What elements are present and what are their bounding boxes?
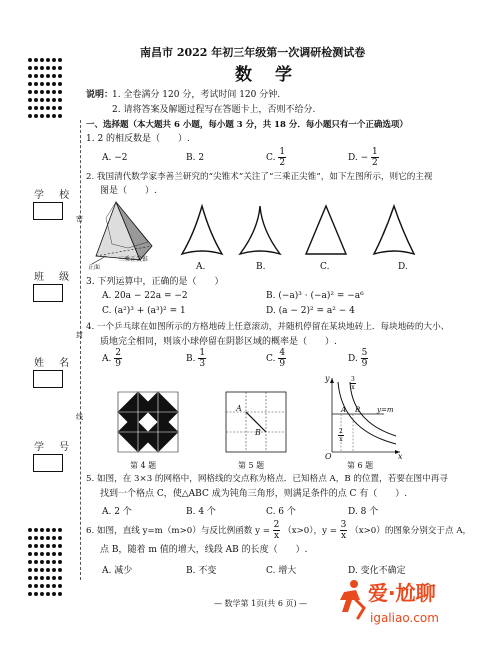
binding-dot [34,568,38,572]
binding-dot [34,544,38,548]
fig6-label-y: y [325,374,330,383]
binding-dot-row [28,66,64,70]
binding-dot [40,560,44,564]
fig6-label-ym: y=m [377,406,394,414]
binding-dot [40,528,44,532]
binding-dot [34,552,38,556]
binding-dot [28,536,32,540]
binding-dots-bottom [28,528,64,600]
binding-dot [52,536,56,540]
q3-stem: 3. 下列运算中，正确的是（ ） [86,277,224,287]
q4-c-den: 9 [279,359,286,369]
q6-option-d: D. 变化不确定 [348,566,406,576]
fig6-curve-3 [350,376,356,391]
q3-option-c: C. (a²)³ + (a³)² = 1 [102,306,186,316]
binding-dot [46,66,50,70]
q1-d-prefix: D. − [348,153,369,163]
q3-option-d: D. (a − 2)² = a² − 4 [266,306,355,316]
q4-c-fraction [278,348,286,369]
fig6-f2-den: x [339,436,343,443]
q2-option-d-figure [372,204,416,256]
binding-strip [0,0,100,647]
seal-char-1: 密 [76,215,83,223]
q5-option-d: D. 8 个 [348,507,379,517]
q4-option-d [348,348,368,369]
binding-dot [46,114,50,118]
q1-option-c [266,147,286,168]
page-footer: — 数学第 1页(共 6 页) — [214,599,308,608]
binding-dot [46,584,50,588]
binding-dot [28,560,32,564]
binding-dot [52,114,56,118]
note-2: 2. 请将答案及解题过程写在答题卡上，否则不给分. [112,105,316,115]
fig6-graph [322,374,402,458]
fig6-f1-den: x [351,384,355,391]
binding-dot [34,114,38,118]
binding-dot [58,98,62,102]
binding-dot [34,90,38,94]
q6-f1-num: 2 [273,520,280,530]
q5-option-a: A. 2 个 [102,507,132,517]
binding-dot [52,568,56,572]
section-1-heading: 一、选择题（本大题共 6 小题，每小题 3 分，共 18 分．每小题只有一个正确选项） [86,120,408,130]
class-label: 班 级 [34,272,76,283]
binding-dot-row [28,536,64,540]
q1-c-den: 2 [279,158,286,168]
binding-dot [46,98,50,102]
q4-c-prefix: C. [266,354,276,364]
binding-line [80,120,81,580]
q3-option-a: A. 20a − 22a = −2 [102,291,188,301]
q1-option-a: A. −2 [102,153,128,163]
binding-dot [40,592,44,596]
binding-dot [52,66,56,70]
q5-stem-1: 5. 如图，在 3×3 的网格中，网格线的交点称为格点．已知格点 A，B 的位置，若要在图中再寻 [86,474,448,484]
binding-dot [52,584,56,588]
q6-fraction-1 [273,520,281,541]
binding-dot [58,576,62,580]
binding-dot [40,552,44,556]
binding-dot [46,528,50,532]
binding-dot [28,58,32,62]
binding-dot [28,576,32,580]
binding-dot-row [28,592,64,596]
q4-d-num: 5 [361,348,368,358]
q6-f1-den: x [274,531,280,541]
q4-option-c [266,348,286,369]
watermark-runner-icon [336,578,366,620]
q6-option-a: A. 减少 [102,566,133,576]
q6-f2-den: x [341,531,347,541]
seal-char-2: 封 [76,331,83,339]
q1-d-den: 2 [372,158,378,168]
binding-dot [46,576,50,580]
binding-dot [46,90,50,94]
binding-dot [28,552,32,556]
fig6-label-x: x [398,452,403,461]
q4-d-prefix: D. [348,354,358,364]
binding-dot [52,82,56,86]
q2-option-c-figure [304,204,348,256]
binding-dot [40,58,44,62]
binding-dot [46,560,50,564]
binding-dot-row [28,58,64,62]
binding-dot [34,560,38,564]
binding-dot [28,568,32,572]
binding-dot-row [28,544,64,548]
q4-stem-1: 4. 一个乒乓球在如图所示的方格地砖上任意滚动，并随机停留在某块地砖上．每块地砖的大小、 [86,322,450,332]
q4-d-den: 9 [361,359,368,369]
binding-dot-row [28,560,64,564]
binding-dot [40,74,44,78]
fig4-caption: 第 4 题 [130,461,157,470]
binding-dot-row [28,584,64,588]
note-1: 1. 全卷满分 120 分，考试时间 120 分钟. [112,90,281,100]
q6-option-b: B. 不变 [186,566,217,576]
binding-dot [34,106,38,110]
q2-option-a-figure [180,204,224,256]
binding-dot-row [28,114,64,118]
binding-dot [52,560,56,564]
binding-dot [58,74,62,78]
binding-dot [52,74,56,78]
q2-option-b-figure [238,204,282,256]
q6-option-c: C. 增大 [266,566,297,576]
binding-dot-row [28,82,64,86]
q2-option-c: C. [320,262,330,272]
q1-c-num: 1 [279,147,286,157]
name-field[interactable] [33,370,63,388]
binding-dot [46,536,50,540]
q4-b-den: 3 [199,359,206,369]
binding-dot [28,114,32,118]
binding-dot [46,106,50,110]
binding-dot [40,544,44,548]
binding-dot [58,592,62,596]
fig5-label-a: A [236,404,242,413]
binding-dot [52,576,56,580]
binding-dot [58,106,62,110]
fig6-label-a: A [341,406,347,414]
fig5-caption: 第 5 题 [238,461,265,470]
binding-dot-row [28,90,64,94]
q1-stem: 1. 2 的相反数是（ ）. [86,134,190,144]
binding-dot-row [28,576,64,580]
binding-dot-row [28,568,64,572]
q6-f2-num: 3 [340,520,347,530]
binding-dot [28,90,32,94]
q4-b-num: 1 [199,348,206,358]
fig6-frac-2 [338,428,344,443]
q6-stem-1 [86,520,471,541]
note-label: 说明： [86,90,114,100]
q1-c-prefix: C. [266,153,276,163]
q1-option-b: B. 2 [186,153,205,163]
binding-dot [46,82,50,86]
binding-dot [58,584,62,588]
binding-dot [52,528,56,532]
binding-dot [46,544,50,548]
binding-dot [58,544,62,548]
fig6-caption: 第 6 题 [347,461,374,470]
binding-dot [34,98,38,102]
q2-stem-1: 2. 我国清代数学家李善兰研究的“尖锥术”关注了“三乘正尖锥”，如下左图所示，则它的主视 [86,172,433,182]
binding-dot [52,90,56,94]
binding-dot [34,66,38,70]
binding-dot-row [28,74,64,78]
binding-dot [40,106,44,110]
binding-dot [28,66,32,70]
q6-stem-1b: （x>0），y = [283,526,337,536]
binding-dot [58,82,62,86]
binding-dot [40,82,44,86]
binding-dot [46,592,50,596]
q4-stem-2: 质地完全相同，则该小球停留在阴影区域的概率是（ ）. [100,337,337,347]
q2-option-d: D. [398,262,408,272]
binding-dot [58,528,62,532]
binding-dot [40,114,44,118]
q4-option-b [186,348,206,369]
binding-dot [46,552,50,556]
binding-dot-row [28,106,64,110]
q6-stem-1a: 6. 如图，直线 y=m（m>0）与反比例函数 y = [86,526,270,536]
exam-title: 南昌市 2022 年初三年级第一次调研检测试卷 [140,46,366,59]
binding-dot [52,58,56,62]
binding-dot [58,66,62,70]
school-field[interactable] [33,202,63,220]
q6-stem-2: 点 B，随着 m 值的增大，线段 AB 的长度（ ）. [100,545,308,555]
q4-a-den: 9 [115,359,121,369]
binding-dot [40,90,44,94]
binding-dot [52,592,56,596]
class-field[interactable] [33,284,63,302]
binding-dot [28,528,32,532]
q4-option-a [102,348,122,369]
fig6-f1-num: 3 [351,376,355,383]
binding-dot [34,82,38,86]
binding-dot [40,98,44,102]
watermark-url: igaliao.com [370,611,439,625]
binding-dot [28,98,32,102]
q6-fraction-2 [340,520,348,541]
q3-option-b: B. (−a)³ · (−a)² = −a⁶ [266,291,364,301]
name-label: 姓 名 [34,358,76,369]
binding-dot [58,560,62,564]
binding-dot [52,544,56,548]
seal-char-3: 线 [76,413,83,421]
binding-dot [58,552,62,556]
q2-solid-caption: 三乘正尖锥 [118,256,149,263]
fig6-curve-2 [338,428,344,443]
q4-a-prefix: A. [102,354,112,364]
binding-dot [34,528,38,532]
q4-a-num: 2 [115,348,121,358]
q4-b-prefix: B. [186,354,196,364]
q2-option-a: A. [196,262,206,272]
q1-d-fraction [371,147,379,168]
binding-dot [28,82,32,86]
fig5-label-b: B [255,428,261,437]
student-id-field[interactable] [33,454,63,472]
binding-dot [28,74,32,78]
subject-title: 数 学 [235,65,295,85]
q5-option-b: B. 4 个 [186,507,216,517]
binding-dot-row [28,98,64,102]
binding-dot [46,58,50,62]
binding-dot [28,584,32,588]
fig4-tile-grid [118,392,178,452]
binding-dot [40,66,44,70]
binding-dot-row [28,552,64,556]
q1-option-d [348,147,379,168]
q4-b-fraction [198,348,206,369]
binding-dot [52,106,56,110]
q5-stem-2: 找到一个格点 C，使△ABC 成为钝角三角形，则满足条件的点 C 有（ ）. [100,489,408,499]
student-id-label: 学 号 [34,442,76,453]
q1-c-fraction [278,147,286,168]
binding-dot [28,106,32,110]
q2-option-b: B. [256,262,266,272]
binding-dot [28,592,32,596]
watermark-text: 爱·尬聊 [368,581,436,605]
binding-dot [34,576,38,580]
binding-dot [34,536,38,540]
fig5-grid [226,392,286,452]
binding-dot [28,544,32,548]
fig6-f2-num: 2 [339,428,343,435]
q4-c-num: 4 [279,348,286,358]
q2-stem-2: 图是（ ）. [100,186,157,196]
fig6-frac-3 [350,376,356,391]
binding-dot [34,58,38,62]
binding-dot-row [28,528,64,532]
binding-dot [34,592,38,596]
q2-front-caption: 正面 [88,264,101,271]
binding-dot [58,90,62,94]
binding-dot [40,568,44,572]
q5-option-c: C. 6 个 [266,507,296,517]
binding-dot [34,74,38,78]
binding-dots-top [28,58,64,122]
binding-dot [34,584,38,588]
q1-d-num: 1 [372,147,378,157]
binding-dot [58,58,62,62]
binding-dot [46,74,50,78]
binding-dot [46,568,50,572]
fig6-label-o: O [325,452,332,461]
q4-a-fraction [114,348,122,369]
binding-dot [40,536,44,540]
binding-dot [58,536,62,540]
q4-d-fraction [361,348,369,369]
binding-dot [52,552,56,556]
binding-dot [58,114,62,118]
school-label: 学 校 [34,190,76,201]
fig6-label-b: B [355,406,361,414]
q6-stem-1c: （x>0）的图象分别交于点 A， [350,526,472,536]
binding-dot [40,584,44,588]
binding-dot [58,568,62,572]
binding-dot [52,98,56,102]
binding-dot [40,576,44,580]
